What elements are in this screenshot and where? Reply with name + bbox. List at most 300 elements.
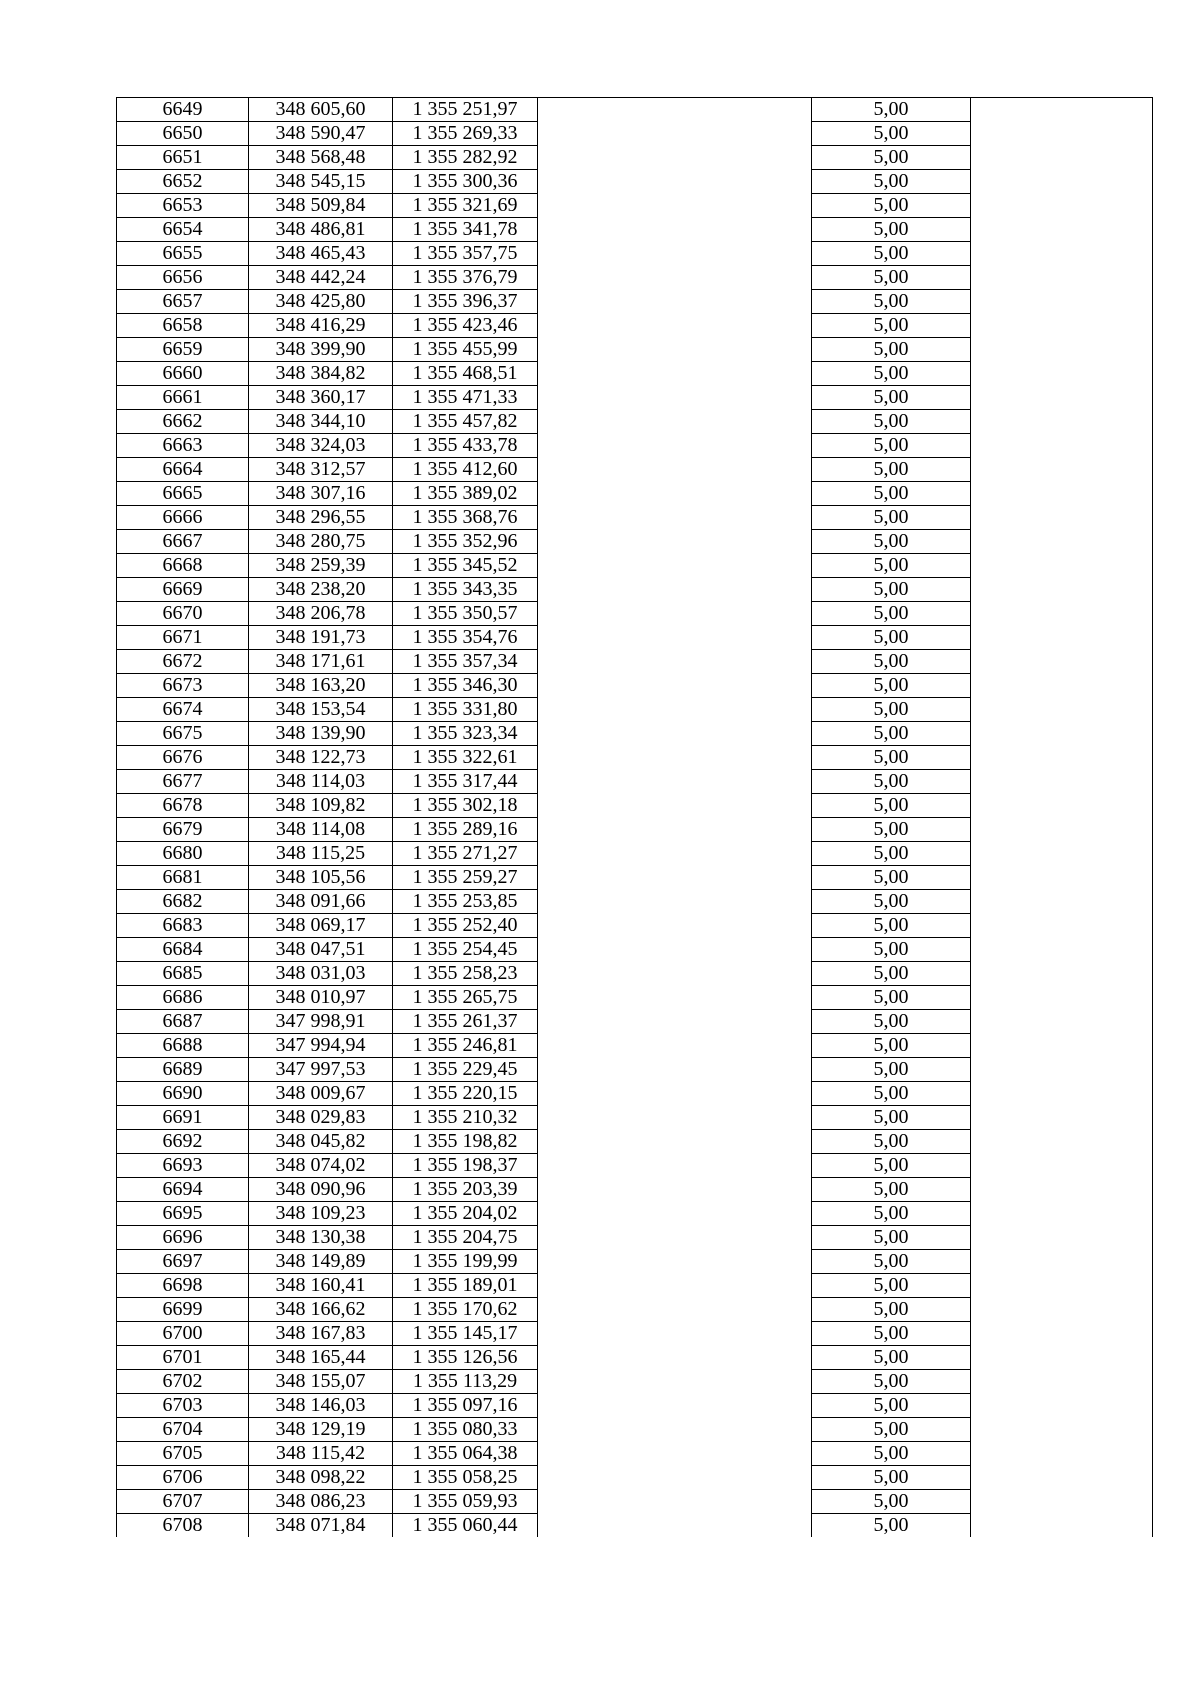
table-row bbox=[117, 1442, 1153, 1466]
accuracy-cell: 5,00 bbox=[812, 1106, 971, 1130]
table-row bbox=[117, 722, 1153, 746]
description-cell bbox=[538, 602, 812, 626]
description-cell bbox=[538, 746, 812, 770]
y-coordinate-cell: 1 355 433,78 bbox=[393, 434, 538, 458]
note-cell bbox=[971, 818, 1153, 842]
point-number-cell: 6656 bbox=[117, 266, 249, 290]
description-cell bbox=[538, 1154, 812, 1178]
accuracy-cell: 5,00 bbox=[812, 722, 971, 746]
note-cell bbox=[971, 1058, 1153, 1082]
y-coordinate-cell: 1 355 229,45 bbox=[393, 1058, 538, 1082]
description-cell bbox=[538, 218, 812, 242]
description-cell bbox=[538, 1010, 812, 1034]
x-coordinate-cell: 348 090,96 bbox=[249, 1178, 393, 1202]
note-cell bbox=[971, 194, 1153, 218]
y-coordinate-cell: 1 355 302,18 bbox=[393, 794, 538, 818]
point-number-cell: 6691 bbox=[117, 1106, 249, 1130]
note-cell bbox=[971, 1442, 1153, 1466]
x-coordinate-cell: 348 280,75 bbox=[249, 530, 393, 554]
accuracy-cell: 5,00 bbox=[812, 218, 971, 242]
y-coordinate-cell: 1 355 471,33 bbox=[393, 386, 538, 410]
point-number-cell: 6707 bbox=[117, 1490, 249, 1514]
description-cell bbox=[538, 890, 812, 914]
note-cell bbox=[971, 434, 1153, 458]
accuracy-cell: 5,00 bbox=[812, 314, 971, 338]
point-number-cell: 6674 bbox=[117, 698, 249, 722]
x-coordinate-cell: 348 465,43 bbox=[249, 242, 393, 266]
x-coordinate-cell: 348 399,90 bbox=[249, 338, 393, 362]
x-coordinate-cell: 348 509,84 bbox=[249, 194, 393, 218]
y-coordinate-cell: 1 355 253,85 bbox=[393, 890, 538, 914]
point-number-cell: 6700 bbox=[117, 1322, 249, 1346]
description-cell bbox=[538, 1370, 812, 1394]
accuracy-cell: 5,00 bbox=[812, 770, 971, 794]
x-coordinate-cell: 348 167,83 bbox=[249, 1322, 393, 1346]
table-row bbox=[117, 122, 1153, 146]
point-number-cell: 6661 bbox=[117, 386, 249, 410]
description-cell bbox=[538, 1082, 812, 1106]
description-cell bbox=[538, 1178, 812, 1202]
x-coordinate-cell: 348 009,67 bbox=[249, 1082, 393, 1106]
table-row bbox=[117, 1106, 1153, 1130]
y-coordinate-cell: 1 355 455,99 bbox=[393, 338, 538, 362]
y-coordinate-cell: 1 355 341,78 bbox=[393, 218, 538, 242]
accuracy-cell: 5,00 bbox=[812, 938, 971, 962]
x-coordinate-cell: 348 160,41 bbox=[249, 1274, 393, 1298]
x-coordinate-cell: 348 344,10 bbox=[249, 410, 393, 434]
point-number-cell: 6681 bbox=[117, 866, 249, 890]
description-cell bbox=[538, 1130, 812, 1154]
accuracy-cell: 5,00 bbox=[812, 914, 971, 938]
y-coordinate-cell: 1 355 210,32 bbox=[393, 1106, 538, 1130]
x-coordinate-cell: 348 115,25 bbox=[249, 842, 393, 866]
accuracy-cell: 5,00 bbox=[812, 194, 971, 218]
accuracy-cell: 5,00 bbox=[812, 1034, 971, 1058]
point-number-cell: 6651 bbox=[117, 146, 249, 170]
y-coordinate-cell: 1 355 113,29 bbox=[393, 1370, 538, 1394]
description-cell bbox=[538, 722, 812, 746]
y-coordinate-cell: 1 355 289,16 bbox=[393, 818, 538, 842]
x-coordinate-cell: 348 238,20 bbox=[249, 578, 393, 602]
accuracy-cell: 5,00 bbox=[812, 1442, 971, 1466]
description-cell bbox=[538, 650, 812, 674]
note-cell bbox=[971, 242, 1153, 266]
note-cell bbox=[971, 554, 1153, 578]
note-cell bbox=[971, 578, 1153, 602]
x-coordinate-cell: 348 109,82 bbox=[249, 794, 393, 818]
x-coordinate-cell: 348 545,15 bbox=[249, 170, 393, 194]
y-coordinate-cell: 1 355 254,45 bbox=[393, 938, 538, 962]
description-cell bbox=[538, 266, 812, 290]
x-coordinate-cell: 348 171,61 bbox=[249, 650, 393, 674]
description-cell bbox=[538, 362, 812, 386]
table-row bbox=[117, 578, 1153, 602]
point-number-cell: 6682 bbox=[117, 890, 249, 914]
point-number-cell: 6690 bbox=[117, 1082, 249, 1106]
description-cell bbox=[538, 1298, 812, 1322]
x-coordinate-cell: 348 425,80 bbox=[249, 290, 393, 314]
description-cell bbox=[538, 530, 812, 554]
accuracy-cell: 5,00 bbox=[812, 698, 971, 722]
table-row bbox=[117, 242, 1153, 266]
note-cell bbox=[971, 650, 1153, 674]
y-coordinate-cell: 1 355 352,96 bbox=[393, 530, 538, 554]
table-row bbox=[117, 1154, 1153, 1178]
table-row bbox=[117, 266, 1153, 290]
x-coordinate-cell: 348 074,02 bbox=[249, 1154, 393, 1178]
note-cell bbox=[971, 146, 1153, 170]
accuracy-cell: 5,00 bbox=[812, 386, 971, 410]
x-coordinate-cell: 348 155,07 bbox=[249, 1370, 393, 1394]
point-number-cell: 6662 bbox=[117, 410, 249, 434]
x-coordinate-cell: 347 998,91 bbox=[249, 1010, 393, 1034]
x-coordinate-cell: 348 146,03 bbox=[249, 1394, 393, 1418]
description-cell bbox=[538, 314, 812, 338]
point-number-cell: 6672 bbox=[117, 650, 249, 674]
note-cell bbox=[971, 1490, 1153, 1514]
y-coordinate-cell: 1 355 346,30 bbox=[393, 674, 538, 698]
accuracy-cell: 5,00 bbox=[812, 338, 971, 362]
accuracy-cell: 5,00 bbox=[812, 1058, 971, 1082]
description-cell bbox=[538, 122, 812, 146]
description-cell bbox=[538, 1394, 812, 1418]
note-cell bbox=[971, 1394, 1153, 1418]
table-row bbox=[117, 386, 1153, 410]
y-coordinate-cell: 1 355 282,92 bbox=[393, 146, 538, 170]
table-row bbox=[117, 1490, 1153, 1514]
description-cell bbox=[538, 1418, 812, 1442]
coordinates-table-body bbox=[117, 98, 1153, 1538]
x-coordinate-cell: 348 129,19 bbox=[249, 1418, 393, 1442]
y-coordinate-cell: 1 355 220,15 bbox=[393, 1082, 538, 1106]
note-cell bbox=[971, 626, 1153, 650]
point-number-cell: 6669 bbox=[117, 578, 249, 602]
coordinates-sheet bbox=[116, 97, 1152, 1537]
note-cell bbox=[971, 914, 1153, 938]
description-cell bbox=[538, 1490, 812, 1514]
accuracy-cell: 5,00 bbox=[812, 746, 971, 770]
note-cell bbox=[971, 1034, 1153, 1058]
accuracy-cell: 5,00 bbox=[812, 1082, 971, 1106]
x-coordinate-cell: 348 086,23 bbox=[249, 1490, 393, 1514]
note-cell bbox=[971, 386, 1153, 410]
note-cell bbox=[971, 602, 1153, 626]
x-coordinate-cell: 348 114,08 bbox=[249, 818, 393, 842]
accuracy-cell: 5,00 bbox=[812, 146, 971, 170]
accuracy-cell: 5,00 bbox=[812, 554, 971, 578]
point-number-cell: 6685 bbox=[117, 962, 249, 986]
x-coordinate-cell: 348 568,48 bbox=[249, 146, 393, 170]
accuracy-cell: 5,00 bbox=[812, 434, 971, 458]
description-cell bbox=[538, 674, 812, 698]
table-row bbox=[117, 362, 1153, 386]
y-coordinate-cell: 1 355 331,80 bbox=[393, 698, 538, 722]
table-row bbox=[117, 1250, 1153, 1274]
note-cell bbox=[971, 962, 1153, 986]
note-cell bbox=[971, 1202, 1153, 1226]
y-coordinate-cell: 1 355 357,75 bbox=[393, 242, 538, 266]
table-row bbox=[117, 554, 1153, 578]
table-row bbox=[117, 626, 1153, 650]
table-row bbox=[117, 1082, 1153, 1106]
point-number-cell: 6650 bbox=[117, 122, 249, 146]
description-cell bbox=[538, 842, 812, 866]
accuracy-cell: 5,00 bbox=[812, 242, 971, 266]
table-row bbox=[117, 530, 1153, 554]
table-row bbox=[117, 1322, 1153, 1346]
point-number-cell: 6678 bbox=[117, 794, 249, 818]
point-number-cell: 6698 bbox=[117, 1274, 249, 1298]
table-row bbox=[117, 482, 1153, 506]
note-cell bbox=[971, 1322, 1153, 1346]
table-row bbox=[117, 458, 1153, 482]
table-row bbox=[117, 338, 1153, 362]
x-coordinate-cell: 348 590,47 bbox=[249, 122, 393, 146]
table-row bbox=[117, 1346, 1153, 1370]
table-row bbox=[117, 602, 1153, 626]
table-row bbox=[117, 746, 1153, 770]
y-coordinate-cell: 1 355 457,82 bbox=[393, 410, 538, 434]
table-row bbox=[117, 1466, 1153, 1490]
note-cell bbox=[971, 1274, 1153, 1298]
accuracy-cell: 5,00 bbox=[812, 122, 971, 146]
y-coordinate-cell: 1 355 145,17 bbox=[393, 1322, 538, 1346]
description-cell bbox=[538, 986, 812, 1010]
y-coordinate-cell: 1 355 265,75 bbox=[393, 986, 538, 1010]
note-cell bbox=[971, 1250, 1153, 1274]
table-row bbox=[117, 938, 1153, 962]
point-number-cell: 6677 bbox=[117, 770, 249, 794]
accuracy-cell: 5,00 bbox=[812, 650, 971, 674]
description-cell bbox=[538, 818, 812, 842]
point-number-cell: 6689 bbox=[117, 1058, 249, 1082]
description-cell bbox=[538, 146, 812, 170]
x-coordinate-cell: 348 105,56 bbox=[249, 866, 393, 890]
point-number-cell: 6699 bbox=[117, 1298, 249, 1322]
accuracy-cell: 5,00 bbox=[812, 962, 971, 986]
table-row bbox=[117, 770, 1153, 794]
accuracy-cell: 5,00 bbox=[812, 1130, 971, 1154]
description-cell bbox=[538, 386, 812, 410]
description-cell bbox=[538, 170, 812, 194]
note-cell bbox=[971, 698, 1153, 722]
accuracy-cell: 5,00 bbox=[812, 794, 971, 818]
y-coordinate-cell: 1 355 271,27 bbox=[393, 842, 538, 866]
description-cell bbox=[538, 914, 812, 938]
y-coordinate-cell: 1 355 199,99 bbox=[393, 1250, 538, 1274]
point-number-cell: 6664 bbox=[117, 458, 249, 482]
point-number-cell: 6687 bbox=[117, 1010, 249, 1034]
point-number-cell: 6659 bbox=[117, 338, 249, 362]
note-cell bbox=[971, 722, 1153, 746]
y-coordinate-cell: 1 355 423,46 bbox=[393, 314, 538, 338]
accuracy-cell: 5,00 bbox=[812, 506, 971, 530]
accuracy-cell: 5,00 bbox=[812, 986, 971, 1010]
accuracy-cell: 5,00 bbox=[812, 1370, 971, 1394]
point-number-cell: 6654 bbox=[117, 218, 249, 242]
x-coordinate-cell: 348 296,55 bbox=[249, 506, 393, 530]
note-cell bbox=[971, 218, 1153, 242]
y-coordinate-cell: 1 355 357,34 bbox=[393, 650, 538, 674]
note-cell bbox=[971, 98, 1153, 122]
accuracy-cell: 5,00 bbox=[812, 1274, 971, 1298]
accuracy-cell: 5,00 bbox=[812, 170, 971, 194]
accuracy-cell: 5,00 bbox=[812, 98, 971, 122]
accuracy-cell: 5,00 bbox=[812, 1514, 971, 1538]
description-cell bbox=[538, 1202, 812, 1226]
x-coordinate-cell: 348 416,29 bbox=[249, 314, 393, 338]
table-row bbox=[117, 218, 1153, 242]
x-coordinate-cell: 348 360,17 bbox=[249, 386, 393, 410]
note-cell bbox=[971, 458, 1153, 482]
x-coordinate-cell: 348 486,81 bbox=[249, 218, 393, 242]
description-cell bbox=[538, 866, 812, 890]
x-coordinate-cell: 347 994,94 bbox=[249, 1034, 393, 1058]
point-number-cell: 6695 bbox=[117, 1202, 249, 1226]
note-cell bbox=[971, 338, 1153, 362]
y-coordinate-cell: 1 355 261,37 bbox=[393, 1010, 538, 1034]
note-cell bbox=[971, 842, 1153, 866]
table-row bbox=[117, 410, 1153, 434]
x-coordinate-cell: 348 163,20 bbox=[249, 674, 393, 698]
x-coordinate-cell: 348 098,22 bbox=[249, 1466, 393, 1490]
point-number-cell: 6658 bbox=[117, 314, 249, 338]
note-cell bbox=[971, 674, 1153, 698]
y-coordinate-cell: 1 355 204,02 bbox=[393, 1202, 538, 1226]
x-coordinate-cell: 348 165,44 bbox=[249, 1346, 393, 1370]
table-row bbox=[117, 290, 1153, 314]
y-coordinate-cell: 1 355 059,93 bbox=[393, 1490, 538, 1514]
table-row bbox=[117, 818, 1153, 842]
point-number-cell: 6675 bbox=[117, 722, 249, 746]
point-number-cell: 6692 bbox=[117, 1130, 249, 1154]
note-cell bbox=[971, 410, 1153, 434]
table-row bbox=[117, 866, 1153, 890]
point-number-cell: 6673 bbox=[117, 674, 249, 698]
y-coordinate-cell: 1 355 322,61 bbox=[393, 746, 538, 770]
x-coordinate-cell: 348 259,39 bbox=[249, 554, 393, 578]
table-row bbox=[117, 1226, 1153, 1250]
accuracy-cell: 5,00 bbox=[812, 578, 971, 602]
description-cell bbox=[538, 98, 812, 122]
note-cell bbox=[971, 1298, 1153, 1322]
accuracy-cell: 5,00 bbox=[812, 1154, 971, 1178]
y-coordinate-cell: 1 355 251,97 bbox=[393, 98, 538, 122]
description-cell bbox=[538, 626, 812, 650]
y-coordinate-cell: 1 355 345,52 bbox=[393, 554, 538, 578]
y-coordinate-cell: 1 355 317,44 bbox=[393, 770, 538, 794]
y-coordinate-cell: 1 355 323,34 bbox=[393, 722, 538, 746]
description-cell bbox=[538, 1442, 812, 1466]
description-cell bbox=[538, 1514, 812, 1538]
y-coordinate-cell: 1 355 198,82 bbox=[393, 1130, 538, 1154]
description-cell bbox=[538, 242, 812, 266]
point-number-cell: 6706 bbox=[117, 1466, 249, 1490]
coordinates-table bbox=[116, 97, 1153, 1537]
note-cell bbox=[971, 1346, 1153, 1370]
note-cell bbox=[971, 1514, 1153, 1538]
y-coordinate-cell: 1 355 203,39 bbox=[393, 1178, 538, 1202]
point-number-cell: 6676 bbox=[117, 746, 249, 770]
description-cell bbox=[538, 1466, 812, 1490]
x-coordinate-cell: 348 442,24 bbox=[249, 266, 393, 290]
description-cell bbox=[538, 434, 812, 458]
x-coordinate-cell: 348 191,73 bbox=[249, 626, 393, 650]
y-coordinate-cell: 1 355 064,38 bbox=[393, 1442, 538, 1466]
note-cell bbox=[971, 746, 1153, 770]
note-cell bbox=[971, 506, 1153, 530]
x-coordinate-cell: 348 091,66 bbox=[249, 890, 393, 914]
description-cell bbox=[538, 458, 812, 482]
y-coordinate-cell: 1 355 354,76 bbox=[393, 626, 538, 650]
accuracy-cell: 5,00 bbox=[812, 482, 971, 506]
point-number-cell: 6649 bbox=[117, 98, 249, 122]
y-coordinate-cell: 1 355 258,23 bbox=[393, 962, 538, 986]
table-row bbox=[117, 170, 1153, 194]
table-row bbox=[117, 98, 1153, 122]
note-cell bbox=[971, 266, 1153, 290]
x-coordinate-cell: 348 069,17 bbox=[249, 914, 393, 938]
x-coordinate-cell: 348 029,83 bbox=[249, 1106, 393, 1130]
table-row bbox=[117, 794, 1153, 818]
y-coordinate-cell: 1 355 058,25 bbox=[393, 1466, 538, 1490]
note-cell bbox=[971, 314, 1153, 338]
note-cell bbox=[971, 482, 1153, 506]
y-coordinate-cell: 1 355 170,62 bbox=[393, 1298, 538, 1322]
description-cell bbox=[538, 506, 812, 530]
y-coordinate-cell: 1 355 204,75 bbox=[393, 1226, 538, 1250]
y-coordinate-cell: 1 355 080,33 bbox=[393, 1418, 538, 1442]
table-row bbox=[117, 986, 1153, 1010]
description-cell bbox=[538, 1322, 812, 1346]
point-number-cell: 6683 bbox=[117, 914, 249, 938]
x-coordinate-cell: 348 312,57 bbox=[249, 458, 393, 482]
x-coordinate-cell: 348 166,62 bbox=[249, 1298, 393, 1322]
note-cell bbox=[971, 794, 1153, 818]
accuracy-cell: 5,00 bbox=[812, 1010, 971, 1034]
note-cell bbox=[971, 1178, 1153, 1202]
y-coordinate-cell: 1 355 321,69 bbox=[393, 194, 538, 218]
y-coordinate-cell: 1 355 300,36 bbox=[393, 170, 538, 194]
point-number-cell: 6686 bbox=[117, 986, 249, 1010]
point-number-cell: 6693 bbox=[117, 1154, 249, 1178]
description-cell bbox=[538, 338, 812, 362]
y-coordinate-cell: 1 355 396,37 bbox=[393, 290, 538, 314]
table-row bbox=[117, 1274, 1153, 1298]
description-cell bbox=[538, 962, 812, 986]
table-row bbox=[117, 434, 1153, 458]
accuracy-cell: 5,00 bbox=[812, 362, 971, 386]
point-number-cell: 6697 bbox=[117, 1250, 249, 1274]
description-cell bbox=[538, 938, 812, 962]
description-cell bbox=[538, 1106, 812, 1130]
y-coordinate-cell: 1 355 368,76 bbox=[393, 506, 538, 530]
point-number-cell: 6652 bbox=[117, 170, 249, 194]
accuracy-cell: 5,00 bbox=[812, 1418, 971, 1442]
description-cell bbox=[538, 1226, 812, 1250]
x-coordinate-cell: 348 130,38 bbox=[249, 1226, 393, 1250]
description-cell bbox=[538, 554, 812, 578]
x-coordinate-cell: 348 307,16 bbox=[249, 482, 393, 506]
accuracy-cell: 5,00 bbox=[812, 266, 971, 290]
table-row bbox=[117, 1418, 1153, 1442]
note-cell bbox=[971, 770, 1153, 794]
description-cell bbox=[538, 698, 812, 722]
note-cell bbox=[971, 1130, 1153, 1154]
description-cell bbox=[538, 578, 812, 602]
note-cell bbox=[971, 866, 1153, 890]
table-row bbox=[117, 842, 1153, 866]
